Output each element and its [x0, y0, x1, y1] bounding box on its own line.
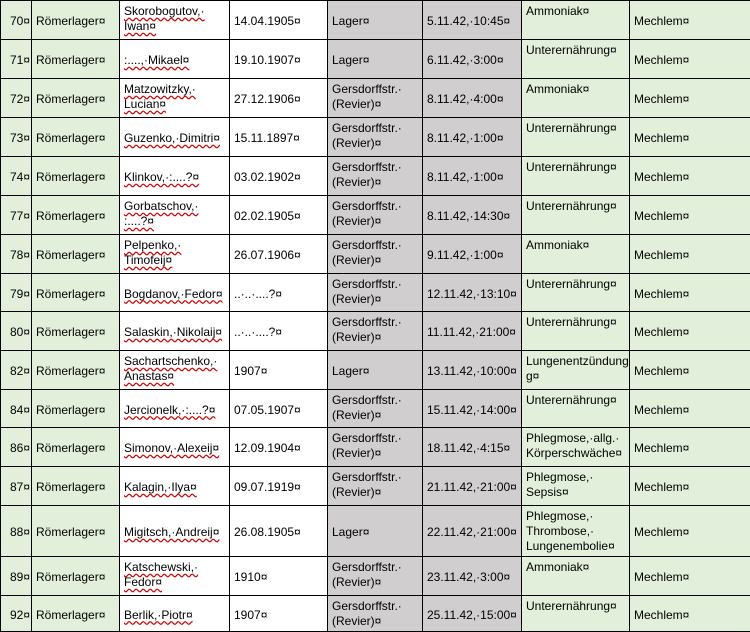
cause-cell [522, 557, 630, 596]
birthdate-cell-text: 09.07.1919¤ [234, 480, 301, 494]
camp-cell-text: Römerlager¤ [36, 92, 105, 106]
place-cell [328, 557, 423, 596]
place-cell-line: Lager¤ [332, 53, 369, 67]
place-cell [328, 312, 423, 351]
death-time-cell-text: 18.11.42,·4:15¤ [427, 441, 510, 455]
cemetery-cell [630, 596, 750, 632]
cemetery-cell-text: Mechlem¤ [634, 480, 689, 494]
camp-cell [32, 506, 120, 557]
cause-cell [522, 157, 630, 196]
camp-cell-text: Römerlager¤ [36, 325, 105, 339]
place-cell [328, 79, 423, 118]
place-cell-line: (Revier)¤ [332, 253, 381, 267]
table-row [1, 157, 750, 196]
birthdate-cell-text: ..·..·....?¤ [234, 287, 282, 301]
cause-cell-line: Unterernährung¤ [526, 315, 617, 329]
birthdate-cell-text: 26.07.1906¤ [234, 248, 301, 262]
cause-cell-line: Lungenentzündung [526, 354, 629, 368]
row-number [1, 506, 32, 557]
name-cell-line: Guzenko,·Dimitri¤ [124, 131, 220, 145]
row-number [1, 390, 32, 428]
cemetery-cell [630, 557, 750, 596]
place-cell-line: (Revier)¤ [332, 97, 381, 111]
place-cell-line: Gersdorffstr.· [332, 431, 402, 445]
death-time-cell-text: 12.11.42,·13:10¤ [427, 287, 517, 301]
cause-cell [522, 351, 630, 390]
place-cell-line: Gersdorffstr.· [332, 82, 402, 96]
cause-cell-line: Unterernährung¤ [526, 160, 617, 174]
place-cell [328, 351, 423, 390]
name-cell-line: Pelpenko,· [124, 238, 181, 252]
death-time-cell-text: 6.11.42,·3:00¤ [427, 53, 504, 67]
camp-cell [32, 596, 120, 632]
camp-cell-text: Römerlager¤ [36, 570, 105, 584]
place-cell-line: (Revier)¤ [332, 330, 381, 344]
place-cell-line: (Revier)¤ [332, 575, 381, 589]
name-cell [120, 467, 230, 506]
cause-cell [522, 596, 630, 632]
place-cell-line: Gersdorffstr.· [332, 560, 402, 574]
camp-cell [32, 118, 120, 157]
name-cell-line: Migitsch,·Andreij¤ [124, 525, 219, 539]
birthdate-cell [230, 235, 328, 274]
birthdate-cell [230, 428, 328, 467]
name-cell-line: Jercionelk,·:....?¤ [124, 403, 215, 417]
camp-cell [32, 274, 120, 312]
row-number [1, 274, 32, 312]
birthdate-cell-text: 26.08.1905¤ [234, 525, 301, 539]
row-number [1, 428, 32, 467]
table-row [1, 118, 750, 157]
name-cell [120, 596, 230, 632]
cause-cell [522, 40, 630, 79]
name-cell [120, 428, 230, 467]
birthdate-cell [230, 118, 328, 157]
cemetery-cell-text: Mechlem¤ [634, 325, 689, 339]
table-row [1, 40, 750, 79]
table-row [1, 196, 750, 235]
cemetery-cell-text: Mechlem¤ [634, 525, 689, 539]
cemetery-cell [630, 351, 750, 390]
birthdate-cell-text: 15.11.1897¤ [234, 131, 300, 145]
cemetery-cell [630, 312, 750, 351]
cemetery-cell [630, 157, 750, 196]
name-cell [120, 390, 230, 428]
cemetery-cell [630, 196, 750, 235]
place-cell [328, 274, 423, 312]
camp-cell [32, 428, 120, 467]
birthdate-cell-text: 03.02.1902¤ [234, 170, 301, 184]
table-row [1, 428, 750, 467]
table-row [1, 312, 750, 351]
row-number [1, 467, 32, 506]
name-cell [120, 312, 230, 351]
camp-cell [32, 390, 120, 428]
table-row [1, 596, 750, 632]
cemetery-cell-text: Mechlem¤ [634, 53, 689, 67]
name-cell-line: Berlik,·Piotr¤ [124, 608, 193, 622]
camp-cell [32, 79, 120, 118]
cause-cell [522, 390, 630, 428]
place-cell [328, 118, 423, 157]
place-cell-line: Gersdorffstr.· [332, 599, 402, 613]
row-number-text: 92¤ [10, 608, 30, 622]
camp-cell-text: Römerlager¤ [36, 209, 105, 223]
row-number-text: 84¤ [10, 403, 30, 417]
table-row [1, 1, 750, 40]
table-row [1, 557, 750, 596]
row-number [1, 312, 32, 351]
death-time-cell-text: 15.11.42,·14:00¤ [427, 403, 517, 417]
row-number-text: 70¤ [10, 14, 30, 28]
cemetery-cell [630, 79, 750, 118]
place-cell [328, 596, 423, 632]
cemetery-cell [630, 506, 750, 557]
table-body [1, 1, 750, 632]
death-time-cell-text: 25.11.42,·15:00¤ [427, 608, 517, 622]
camp-cell-text: Römerlager¤ [36, 480, 105, 494]
birthdate-cell-text: 1907¤ [234, 364, 267, 378]
place-cell-line: Lager¤ [332, 364, 369, 378]
place-cell [328, 428, 423, 467]
row-number-text: 89¤ [10, 570, 30, 584]
cause-cell-line: g¤ [526, 369, 539, 383]
camp-cell [32, 40, 120, 79]
cause-cell-line: Unterernährung¤ [526, 43, 617, 57]
place-cell [328, 235, 423, 274]
birthdate-cell-text: 1910¤ [234, 570, 267, 584]
place-cell [328, 1, 423, 40]
row-number [1, 157, 32, 196]
table-row [1, 235, 750, 274]
cause-cell [522, 235, 630, 274]
cause-cell [522, 506, 630, 557]
death-time-cell [423, 390, 522, 428]
camp-cell-text: Römerlager¤ [36, 131, 105, 145]
camp-cell [32, 1, 120, 40]
name-cell-line: :....?¤ [124, 214, 154, 228]
birthdate-cell [230, 157, 328, 196]
cemetery-cell-text: Mechlem¤ [634, 209, 689, 223]
name-cell [120, 1, 230, 40]
cemetery-cell-text: Mechlem¤ [634, 570, 689, 584]
name-cell-line: Sachartschenko,· [124, 354, 217, 368]
row-number-text: 87¤ [10, 480, 30, 494]
row-number-text: 86¤ [10, 441, 30, 455]
name-cell-line: Gorbatschov,· [124, 199, 198, 213]
place-cell-line: Gersdorffstr.· [332, 199, 402, 213]
table-row [1, 351, 750, 390]
cemetery-cell-text: Mechlem¤ [634, 441, 689, 455]
cemetery-cell-text: Mechlem¤ [634, 608, 689, 622]
name-cell-line: Iwan¤ [124, 19, 156, 33]
birthdate-cell [230, 351, 328, 390]
cause-cell-line: Unterernährung¤ [526, 121, 617, 135]
row-number [1, 118, 32, 157]
camp-cell-text: Römerlager¤ [36, 525, 105, 539]
death-time-cell-text: 11.11.42,·21:00¤ [427, 325, 516, 339]
death-time-cell [423, 557, 522, 596]
camp-cell-text: Römerlager¤ [36, 53, 105, 67]
cemetery-cell-text: Mechlem¤ [634, 170, 689, 184]
name-cell [120, 118, 230, 157]
cause-cell [522, 118, 630, 157]
cemetery-cell [630, 428, 750, 467]
cause-cell [522, 428, 630, 467]
name-cell-line: Klinkov,·:....?¤ [124, 170, 199, 184]
birthdate-cell [230, 390, 328, 428]
death-time-cell [423, 312, 522, 351]
death-time-cell [423, 118, 522, 157]
birthdate-cell-text: 07.05.1907¤ [234, 403, 301, 417]
place-cell-line: Gersdorffstr.· [332, 470, 402, 484]
birthdate-cell-text: 27.12.1906¤ [234, 92, 301, 106]
cause-cell-line: Unterernährung¤ [526, 393, 617, 407]
cause-cell-line: Unterernährung¤ [526, 599, 617, 613]
camp-cell-text: Römerlager¤ [36, 403, 105, 417]
death-time-cell-text: 8.11.42,·14:30¤ [427, 209, 510, 223]
camp-cell [32, 235, 120, 274]
death-time-cell [423, 351, 522, 390]
cemetery-cell-text: Mechlem¤ [634, 403, 689, 417]
place-cell-line: (Revier)¤ [332, 614, 381, 628]
cemetery-cell [630, 390, 750, 428]
death-time-cell-text: 23.11.42,·3:00¤ [427, 570, 510, 584]
camp-cell [32, 157, 120, 196]
place-cell-line: (Revier)¤ [332, 446, 381, 460]
cause-cell-line: Unterernährung¤ [526, 199, 617, 213]
row-number [1, 196, 32, 235]
row-number-text: 79¤ [10, 287, 30, 301]
birthdate-cell-text: 12.09.1904¤ [234, 441, 301, 455]
place-cell-line: Gersdorffstr.· [332, 238, 402, 252]
name-cell-line: :....,·Mikael¤ [124, 53, 189, 67]
cause-cell-line: Ammoniak¤ [526, 4, 589, 18]
birthdate-cell [230, 557, 328, 596]
cause-cell [522, 79, 630, 118]
death-time-cell-text: 5.11.42,·10:45¤ [427, 14, 510, 28]
place-cell [328, 196, 423, 235]
birthdate-cell [230, 1, 328, 40]
birthdate-cell-text: 02.02.1905¤ [234, 209, 301, 223]
cause-cell-line: Ammoniak¤ [526, 238, 589, 252]
camp-cell-text: Römerlager¤ [36, 608, 105, 622]
name-cell-line: Bogdanov,·Fedor¤ [124, 287, 223, 301]
death-time-cell [423, 235, 522, 274]
cemetery-cell-text: Mechlem¤ [634, 364, 689, 378]
name-cell [120, 274, 230, 312]
death-time-cell [423, 40, 522, 79]
death-time-cell [423, 196, 522, 235]
death-time-cell-text: 22.11.42,·21:00¤ [427, 525, 517, 539]
camp-cell [32, 351, 120, 390]
table-row [1, 274, 750, 312]
birthdate-cell [230, 40, 328, 79]
death-time-cell-text: 13.11.42,·10:00¤ [427, 364, 517, 378]
camp-cell-text: Römerlager¤ [36, 170, 105, 184]
cause-cell-line: Sepsis¤ [526, 485, 569, 499]
row-number-text: 78¤ [10, 248, 30, 262]
name-cell [120, 506, 230, 557]
row-number [1, 79, 32, 118]
table-row [1, 390, 750, 428]
death-time-cell-text: 8.11.42,·1:00¤ [427, 131, 504, 145]
place-cell-line: Gersdorffstr.· [332, 393, 402, 407]
row-number-text: 82¤ [10, 364, 30, 378]
death-time-cell [423, 1, 522, 40]
name-cell-line: Simonov,·Alexeij¤ [124, 441, 219, 455]
place-cell [328, 506, 423, 557]
death-time-cell [423, 428, 522, 467]
name-cell [120, 235, 230, 274]
camp-cell [32, 467, 120, 506]
place-cell-line: Gersdorffstr.· [332, 160, 402, 174]
camp-cell-text: Römerlager¤ [36, 287, 105, 301]
name-cell [120, 351, 230, 390]
death-time-cell [423, 596, 522, 632]
cause-cell-line: Körperschwäche¤ [526, 446, 622, 460]
place-cell-line: Gersdorffstr.· [332, 277, 402, 291]
name-cell [120, 79, 230, 118]
cemetery-cell-text: Mechlem¤ [634, 14, 689, 28]
death-time-cell-text: 21.11.42,·21:00¤ [427, 480, 517, 494]
row-number-text: 74¤ [10, 170, 30, 184]
death-time-cell-text: 8.11.42,·4:00¤ [427, 92, 504, 106]
place-cell-line: Gersdorffstr.· [332, 315, 402, 329]
name-cell [120, 157, 230, 196]
cause-cell-line: Ammoniak¤ [526, 560, 589, 574]
name-cell [120, 40, 230, 79]
name-cell-line: Skorobogutov,· [124, 4, 205, 18]
cemetery-cell [630, 235, 750, 274]
row-number [1, 40, 32, 79]
row-number [1, 1, 32, 40]
camp-cell [32, 312, 120, 351]
death-time-cell-text: 9.11.42,·1:00¤ [427, 248, 504, 262]
place-cell-line: Gersdorffstr.· [332, 121, 402, 135]
cause-cell-line: Unterernährung¤ [526, 277, 617, 291]
birthdate-cell [230, 274, 328, 312]
place-cell [328, 157, 423, 196]
name-cell-line: Katschewski,· [124, 560, 198, 574]
place-cell-line: (Revier)¤ [332, 408, 381, 422]
camp-cell-text: Römerlager¤ [36, 364, 105, 378]
place-cell-line: (Revier)¤ [332, 136, 381, 150]
cemetery-cell [630, 274, 750, 312]
table-row [1, 467, 750, 506]
row-number [1, 557, 32, 596]
place-cell [328, 40, 423, 79]
cause-cell-line: Phlegmose,·allg.· [526, 431, 619, 445]
death-time-cell [423, 274, 522, 312]
birthdate-cell-text: 19.10.1907¤ [234, 53, 301, 67]
camp-cell-text: Römerlager¤ [36, 248, 105, 262]
place-cell-line: Lager¤ [332, 525, 369, 539]
row-number-text: 72¤ [10, 92, 30, 106]
birthdate-cell [230, 196, 328, 235]
place-cell-line: (Revier)¤ [332, 485, 381, 499]
death-time-cell [423, 79, 522, 118]
name-cell-line: Timofeij¤ [124, 253, 172, 267]
cause-cell [522, 467, 630, 506]
birthdate-cell-text: 1907¤ [234, 608, 267, 622]
row-number [1, 351, 32, 390]
place-cell-line: Lager¤ [332, 14, 369, 28]
name-cell [120, 557, 230, 596]
name-cell-line: Fedor¤ [124, 575, 162, 589]
place-cell-line: (Revier)¤ [332, 175, 381, 189]
cause-cell [522, 1, 630, 40]
birthdate-cell [230, 79, 328, 118]
row-number-text: 80¤ [10, 325, 30, 339]
table-row [1, 506, 750, 557]
place-cell [328, 390, 423, 428]
row-number-text: 71¤ [10, 53, 30, 67]
name-cell-line: Salaskin,·Nikolaij¤ [124, 325, 222, 339]
row-number [1, 596, 32, 632]
cemetery-cell [630, 467, 750, 506]
cause-cell-line: Ammoniak¤ [526, 82, 589, 96]
cause-cell-line: Lungenembolie¤ [526, 539, 615, 553]
camp-cell-text: Römerlager¤ [36, 14, 105, 28]
cause-cell-line: Phlegmose,· [526, 509, 593, 523]
name-cell-line: Lucian¤ [124, 97, 166, 111]
cause-cell [522, 312, 630, 351]
death-time-cell [423, 506, 522, 557]
row-number [1, 235, 32, 274]
cause-cell [522, 274, 630, 312]
cemetery-cell-text: Mechlem¤ [634, 92, 689, 106]
table-row [1, 79, 750, 118]
cemetery-cell [630, 118, 750, 157]
cemetery-cell [630, 40, 750, 79]
name-cell-line: Anastas¤ [124, 369, 174, 383]
cemetery-cell-text: Mechlem¤ [634, 287, 689, 301]
birthdate-cell [230, 596, 328, 632]
birthdate-cell-text: ..·..·....?¤ [234, 325, 282, 339]
camp-cell [32, 557, 120, 596]
cemetery-cell-text: Mechlem¤ [634, 131, 689, 145]
cause-cell-line: Phlegmose,· [526, 470, 593, 484]
birthdate-cell [230, 467, 328, 506]
place-cell-line: (Revier)¤ [332, 214, 381, 228]
cause-cell [522, 196, 630, 235]
place-cell-line: (Revier)¤ [332, 292, 381, 306]
cemetery-cell [630, 1, 750, 40]
name-cell [120, 196, 230, 235]
birthdate-cell-text: 14.04.1905¤ [234, 14, 301, 28]
camp-cell-text: Römerlager¤ [36, 441, 105, 455]
cause-cell-line: Thrombose,· [526, 524, 594, 538]
death-time-cell [423, 467, 522, 506]
birthdate-cell [230, 312, 328, 351]
name-cell-line: Matzowitzky,· [124, 82, 196, 96]
row-number-text: 88¤ [10, 525, 30, 539]
place-cell [328, 467, 423, 506]
birthdate-cell [230, 506, 328, 557]
death-time-cell [423, 157, 522, 196]
row-number-text: 77¤ [10, 209, 30, 223]
row-number-text: 73¤ [10, 131, 30, 145]
camp-cell [32, 196, 120, 235]
death-time-cell-text: 8.11.42,·1:00¤ [427, 170, 504, 184]
name-cell-line: Kalagin,·Ilya¤ [124, 480, 197, 494]
cemetery-cell-text: Mechlem¤ [634, 248, 689, 262]
